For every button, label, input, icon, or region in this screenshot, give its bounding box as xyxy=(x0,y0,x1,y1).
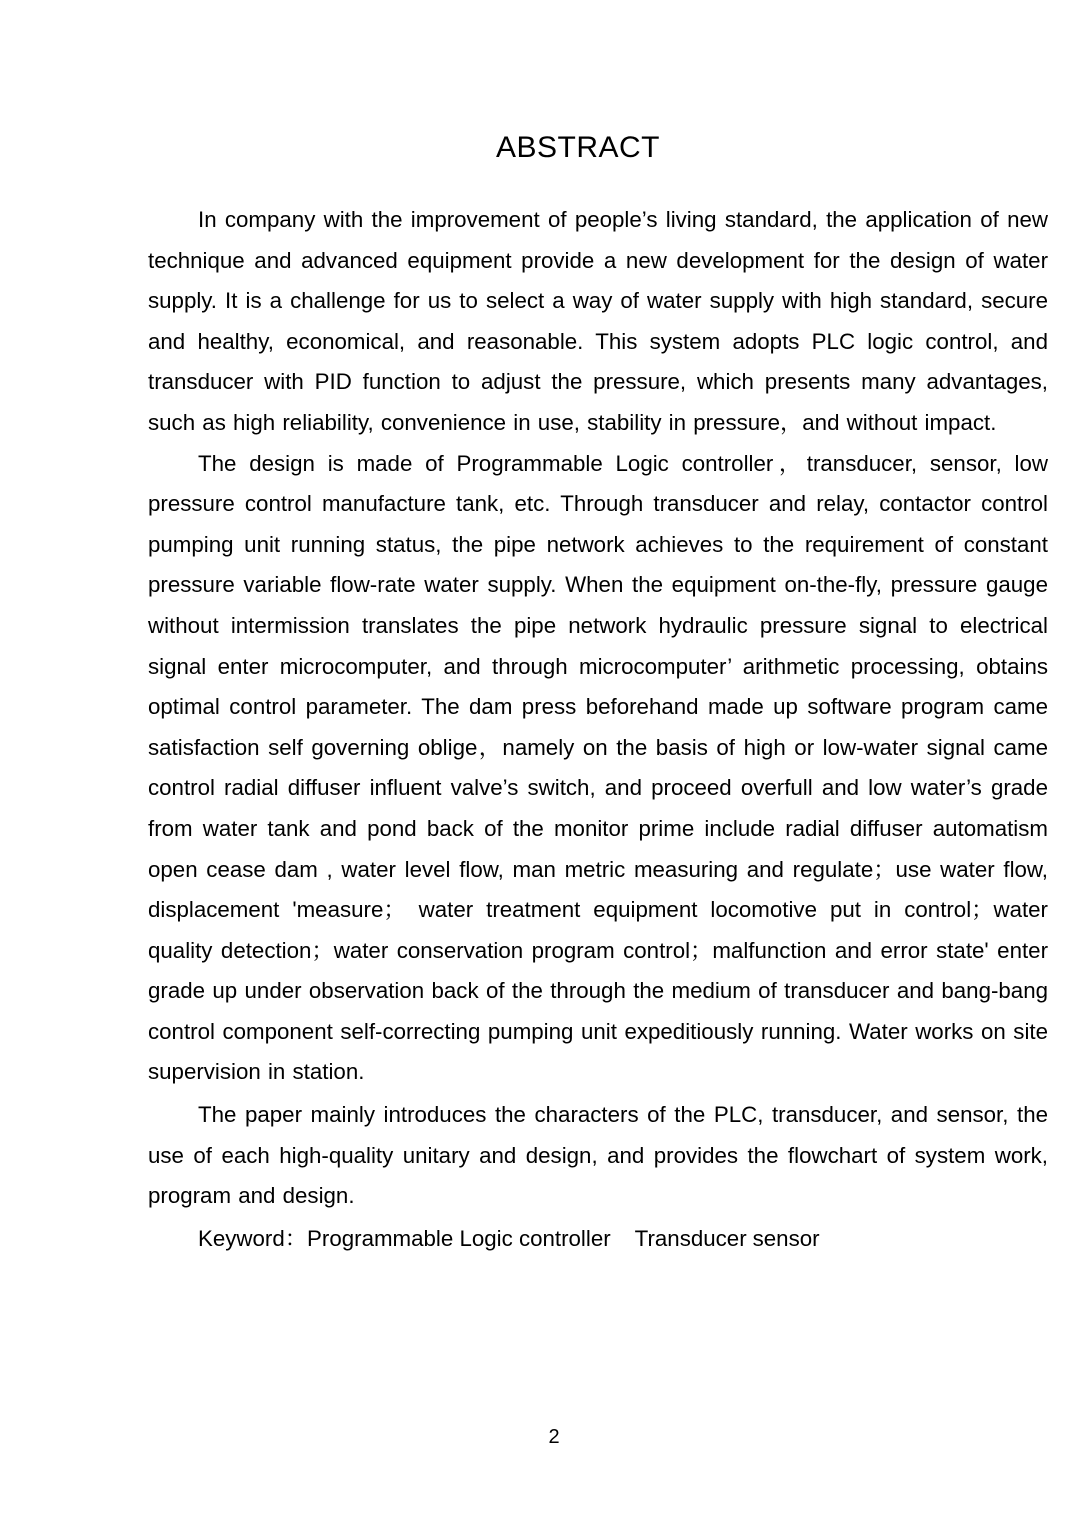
abstract-paragraph-2: The design is made of Programmable Logic controller，transducer, sensor, low pressure control manufacture tank, etc. Through transducer and relay, contactor control pumping unit running status, the pipe network achieves to the requirement of constant pressure variable flow-rate water supply. When the equipment on-the-fly, pressure gauge without intermission translates the pipe network hydraulic pressure signal to electrical signal enter microcomputer, and through microcomputer’ arithmetic processing, obtains optimal control parameter. The dam press beforehand made up software program came satisfaction self governing oblige，namely on the basis of high or low-water signal came control radial diffuser influent valve’s switch, and proceed overfull and low water’s grade from water tank and pond back of the monitor prime include radial diffuser automatism open cease dam , water level flow, man metric measuring and regulate；use water flow, displacement 'measure； water treatment equipment locomotive put in control；water quality detection；water conservation program control；malfunction and error state' enter grade up under observation back of the through the medium of transducer and bang-bang control component self-correcting pumping unit expeditiously running. Water works on site supervision in station. xyxy=(148,450,1048,1085)
keyword-item: Transducer xyxy=(634,1225,747,1251)
abstract-body xyxy=(148,200,1048,1259)
keyword-item: Programmable Logic controller xyxy=(307,1225,611,1251)
abstract-paragraph-3: The paper mainly introduces the characters of the PLC, transducer, and sensor, the use of each high-quality unitary and design, and provides the flowchart of system work, program and design. xyxy=(148,1102,1048,1209)
page-number: 2 xyxy=(548,1426,560,1448)
abstract-title: ABSTRACT xyxy=(495,131,661,164)
keywords-label: Keyword： xyxy=(198,1225,308,1251)
keyword-item: sensor xyxy=(752,1225,820,1251)
keywords-line xyxy=(148,1219,1048,1260)
abstract-paragraph-1: In company with the improvement of people’s living standard, the application of new technique and advanced equipment provide a new development for the design of water supply. It is a challenge for us to select a way of water supply with high standard, secure and healthy, economical, and reasonable. This system adopts PLC logic control, and transducer with PID function to adjust the pressure, which presents many advantages, such as high reliability, convenience in use, stability in pressure，and without impact. xyxy=(148,207,1048,435)
